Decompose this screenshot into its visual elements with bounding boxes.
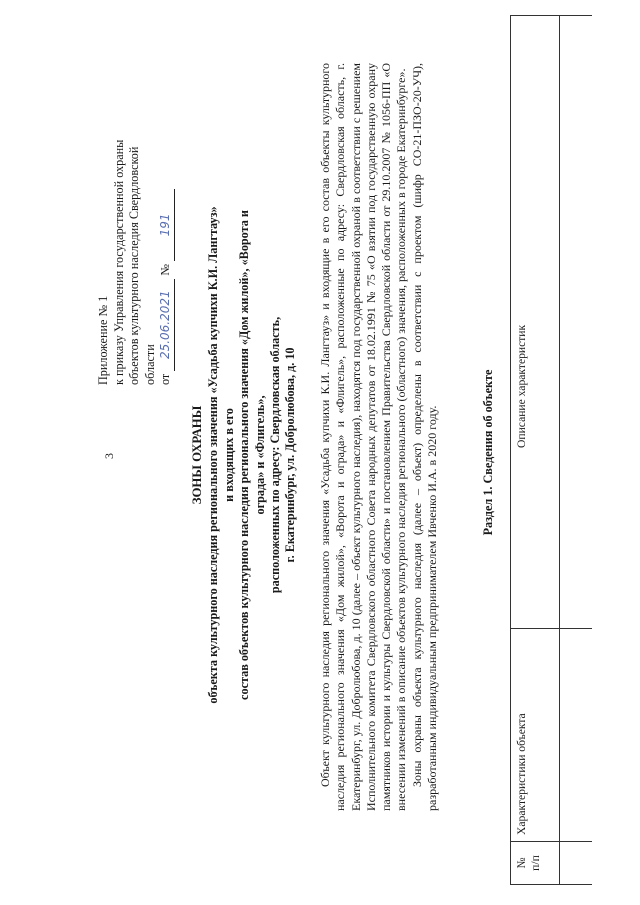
appendix-line-4: области xyxy=(142,344,157,385)
number-prefix: № xyxy=(158,264,173,276)
appendix-block xyxy=(96,55,175,385)
paragraph-2: Зоны охраны объекта культурного наследия (далее – объект) определены в соответствии с проектом (шифр СО-21-ПЗО-20-УЧ), разработанным индивидуальным предпринимателем Ивченко И.А. в 2020 году. xyxy=(409,63,440,811)
header-number xyxy=(511,842,560,885)
header-description: Описание характеристик xyxy=(511,16,560,629)
table-row xyxy=(560,16,593,885)
document-title xyxy=(190,205,299,705)
header-characteristics: Характеристики объекта xyxy=(511,629,560,842)
appendix-line-2: к приказу Управления государственной охраны xyxy=(111,139,126,385)
handwritten-date: 25.06.2021 xyxy=(158,279,175,371)
body-text xyxy=(318,63,440,811)
title-line-5: г. Екатеринбург, ул. Добролюбова, д. 10 xyxy=(283,347,298,563)
appendix-date-line xyxy=(158,55,175,385)
table-cell xyxy=(560,16,593,629)
title-heading: ЗОНЫ ОХРАНЫ xyxy=(190,405,204,505)
appendix-line-1: Приложение № 1 xyxy=(96,295,110,385)
title-line-3: состав объектов культурного наследия регионального значения «Дом жилой», «Ворота и ограда» и «Флигель», xyxy=(237,210,267,700)
table-cell xyxy=(560,842,593,885)
date-prefix: от xyxy=(158,373,173,385)
section-title: Раздел 1. Сведения об объекте xyxy=(481,369,495,536)
header-number-line2: п/п xyxy=(529,855,542,871)
title-line-4: расположенных по адресу: Свердловская область, xyxy=(268,316,283,594)
table-cell xyxy=(560,629,593,842)
page-number: 3 xyxy=(102,453,116,459)
header-number-line1: № xyxy=(515,857,528,869)
table-header-row xyxy=(511,16,560,885)
handwritten-number: 191 xyxy=(158,189,175,261)
appendix-line-3: объектов культурного наследия Свердловской xyxy=(127,146,142,385)
object-info-table xyxy=(510,15,592,885)
paragraph-1: Объект культурного наследия регионального значения «Усадьба купчихи К.И. Лангтауз» и входящие в его состав объекты культурного наследия регионального значения «Дом жилой», «Ворота и ограда» и «Флигель», расположенные по адресу: Свердловская область, г. Екатеринбург, ул. Добролюбова, д. 10 (далее – объект культурного наследия), находятся под государственной охраной в соответствии с решением Исполнительного комитета Свердловского областного Совета народных депутатов от 18.02.1991 № 75 «О взятии под государственную охрану памятников истории и культуры Свердловской области» и постановлением Правительства Свердловской области от 29.10.2007 № 1056-ПП «О внесении изменений в описание объектов культурного наследия регионального (областного) значения, расположенных в городе Екатеринбурге». xyxy=(318,63,409,811)
title-line-2: объекта культурного наследия регионального значения «Усадьба купчихи К.И. Лангтауз» и входящих в его xyxy=(206,206,236,704)
